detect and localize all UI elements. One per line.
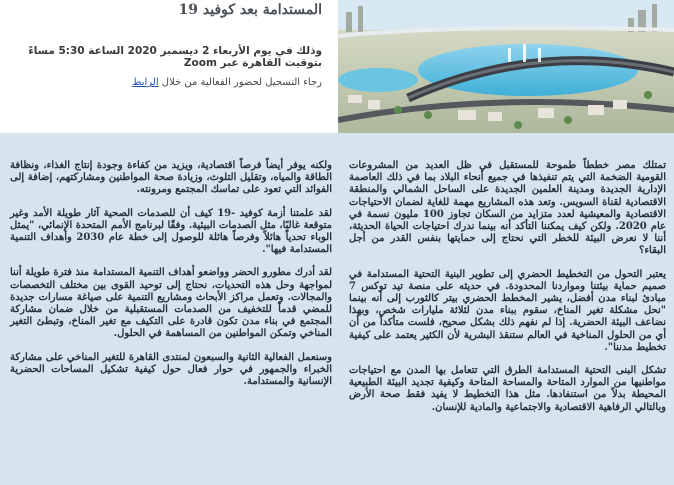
article-column-left: [10, 160, 332, 399]
event-date: وذلك في يوم الأربعاء 2 ديسمبر 2020 الساعة 5:30 مساءً بتوقيت القاهرة عبر Zoom: [28, 45, 322, 69]
article-paragraph: يعتبر التحول من التخطيط الحضري إلى تطوير البنية التحتية المستدامة في صميم حماية بيئتنا ومواردنا المحدودة. في حديثه على منصة تيد توكس 7 مبادئ لبناء مدن أفضل، يشير المخطط الحضري بيتر كالثورب إلى أنه بينما "نحل مشكلة تغير المناخ، سقوم ببناء مدن لثلاثة مليارات شخص، وبهذا نضاعف البيئة الحضرية. إذا لم نفهم ذلك بشكل صحيح، فلست متأكداً من أن أي من الحلول المناخية في العالم ستنقذ البشرية لأن الكثير يعتمد على كيفية تخطيط مدننا".: [349, 268, 666, 353]
article-paragraph: ولكنه يوفر أيضاً فرصاً اقتصادية، ويزيد من كفاءة وجودة إنتاج الغذاء، ونظافة الطاقة والمياه، وتقليل التلوث، وزيادة صحة المواطنين ومشاركتهم، إضافة إلى الفوائد التي تعود على تماسك المجتمع ومرونته.: [10, 160, 332, 196]
event-info: [0, 0, 330, 133]
event-title: المستدامة بعد كوفيد 19: [178, 2, 322, 18]
article-paragraph: وسنعمل الفعالية الثانية والسبعون لمنتدى القاهرة للتغير المناخي على مشاركة الخبراء والجمهور في حوار فعال حول كيفية تشكيل المساحات الحضرية الإنسانية والمستدامة.: [10, 351, 332, 388]
city-rendering-svg: [338, 0, 674, 133]
article-paragraph: لقد أدرك مطورو الحضر وواضعو أهداف التنمية المستدامة منذ فترة طويلة أننا لمواجهة وحل هذه التحديات، نحتاج إلى توحيد القوى بين مختلف التخصصات والمجالات. وتعمل مراكز الأبحاث ومشاريع التنمية على صياغة مسارات جديدة للمضي قدماً للتخفيف من الصدمات المستقبلية من خلال ضمان مشاركة المجتمع في بناء مدن تكون قادرة على التكيف مع تغير المناخ، وتبطئ التغير المناخي وتمكن المواطنين من المساهمة في الحلول.: [10, 267, 332, 340]
register-text: رجاء التسجيل لحضور الفعالية من خلال: [161, 77, 322, 88]
event-header: [0, 0, 674, 133]
article-column-right: [349, 160, 666, 425]
article-paragraph: تمتلك مصر خططاً طموحة للمستقبل في ظل العديد من المشروعات القومية الضخمة التي يتم تنفيذها في جميع أنحاء البلاد بما في ذلك العاصمة الإدارية الجديدة ومدينة العلمين الجديدة على الساحل الشمالي والمنطقة الاقتصادية لقناة السويس. وتعد هذه المشاريع مهمة للغاية لضمان الاحتياجات الاقتصادية والمعيشية لعدد متزايد من السكان تجاوز 100 مليون نسمة في عام 2020. ولكن كيف يمكننا التأكد أنه بينما ندرك احتياجات الحياة الحديثة، أننا لا نعرض البيئة للخطر التي نحتاج إلى حمايتها بنفس القدر من أجل البقاء؟: [349, 160, 667, 257]
article-paragraph: لقد علمتنا أزمة كوفيد -19 كيف أن للصدمات الصحية آثار طويلة الأمد وغير متوقعة غالبًا، مثل الصدمات البيئية. وفقًا لبرنامج الأمم المتحدة الإنمائي، "يمثل الوباء تحدياً هائلاً وفرصاً هائلة للوصول إلى خطة عام 2030 وأهداف التنمية المستدامة فيها".: [10, 207, 333, 256]
register-link[interactable]: الرابط: [132, 77, 159, 88]
article-paragraph: تشكل البنى التحتية المستدامة الطرق التي تتعامل بها المدن مع احتياجات مواطنيها من الموارد المتاحة والمساحة المتاحة وكيفية تجديد البيئة الطبيعية المحيطة بدلاً من استنفادها. مثل هذا التخطيط لا يفيد فقط صحة الأرض وبالتالي الرفاهية الاقتصادية والاجتماعية والمادية للإنسان.: [349, 365, 666, 413]
event-register-line: [4, 77, 322, 88]
city-rendering-image: [338, 0, 674, 133]
